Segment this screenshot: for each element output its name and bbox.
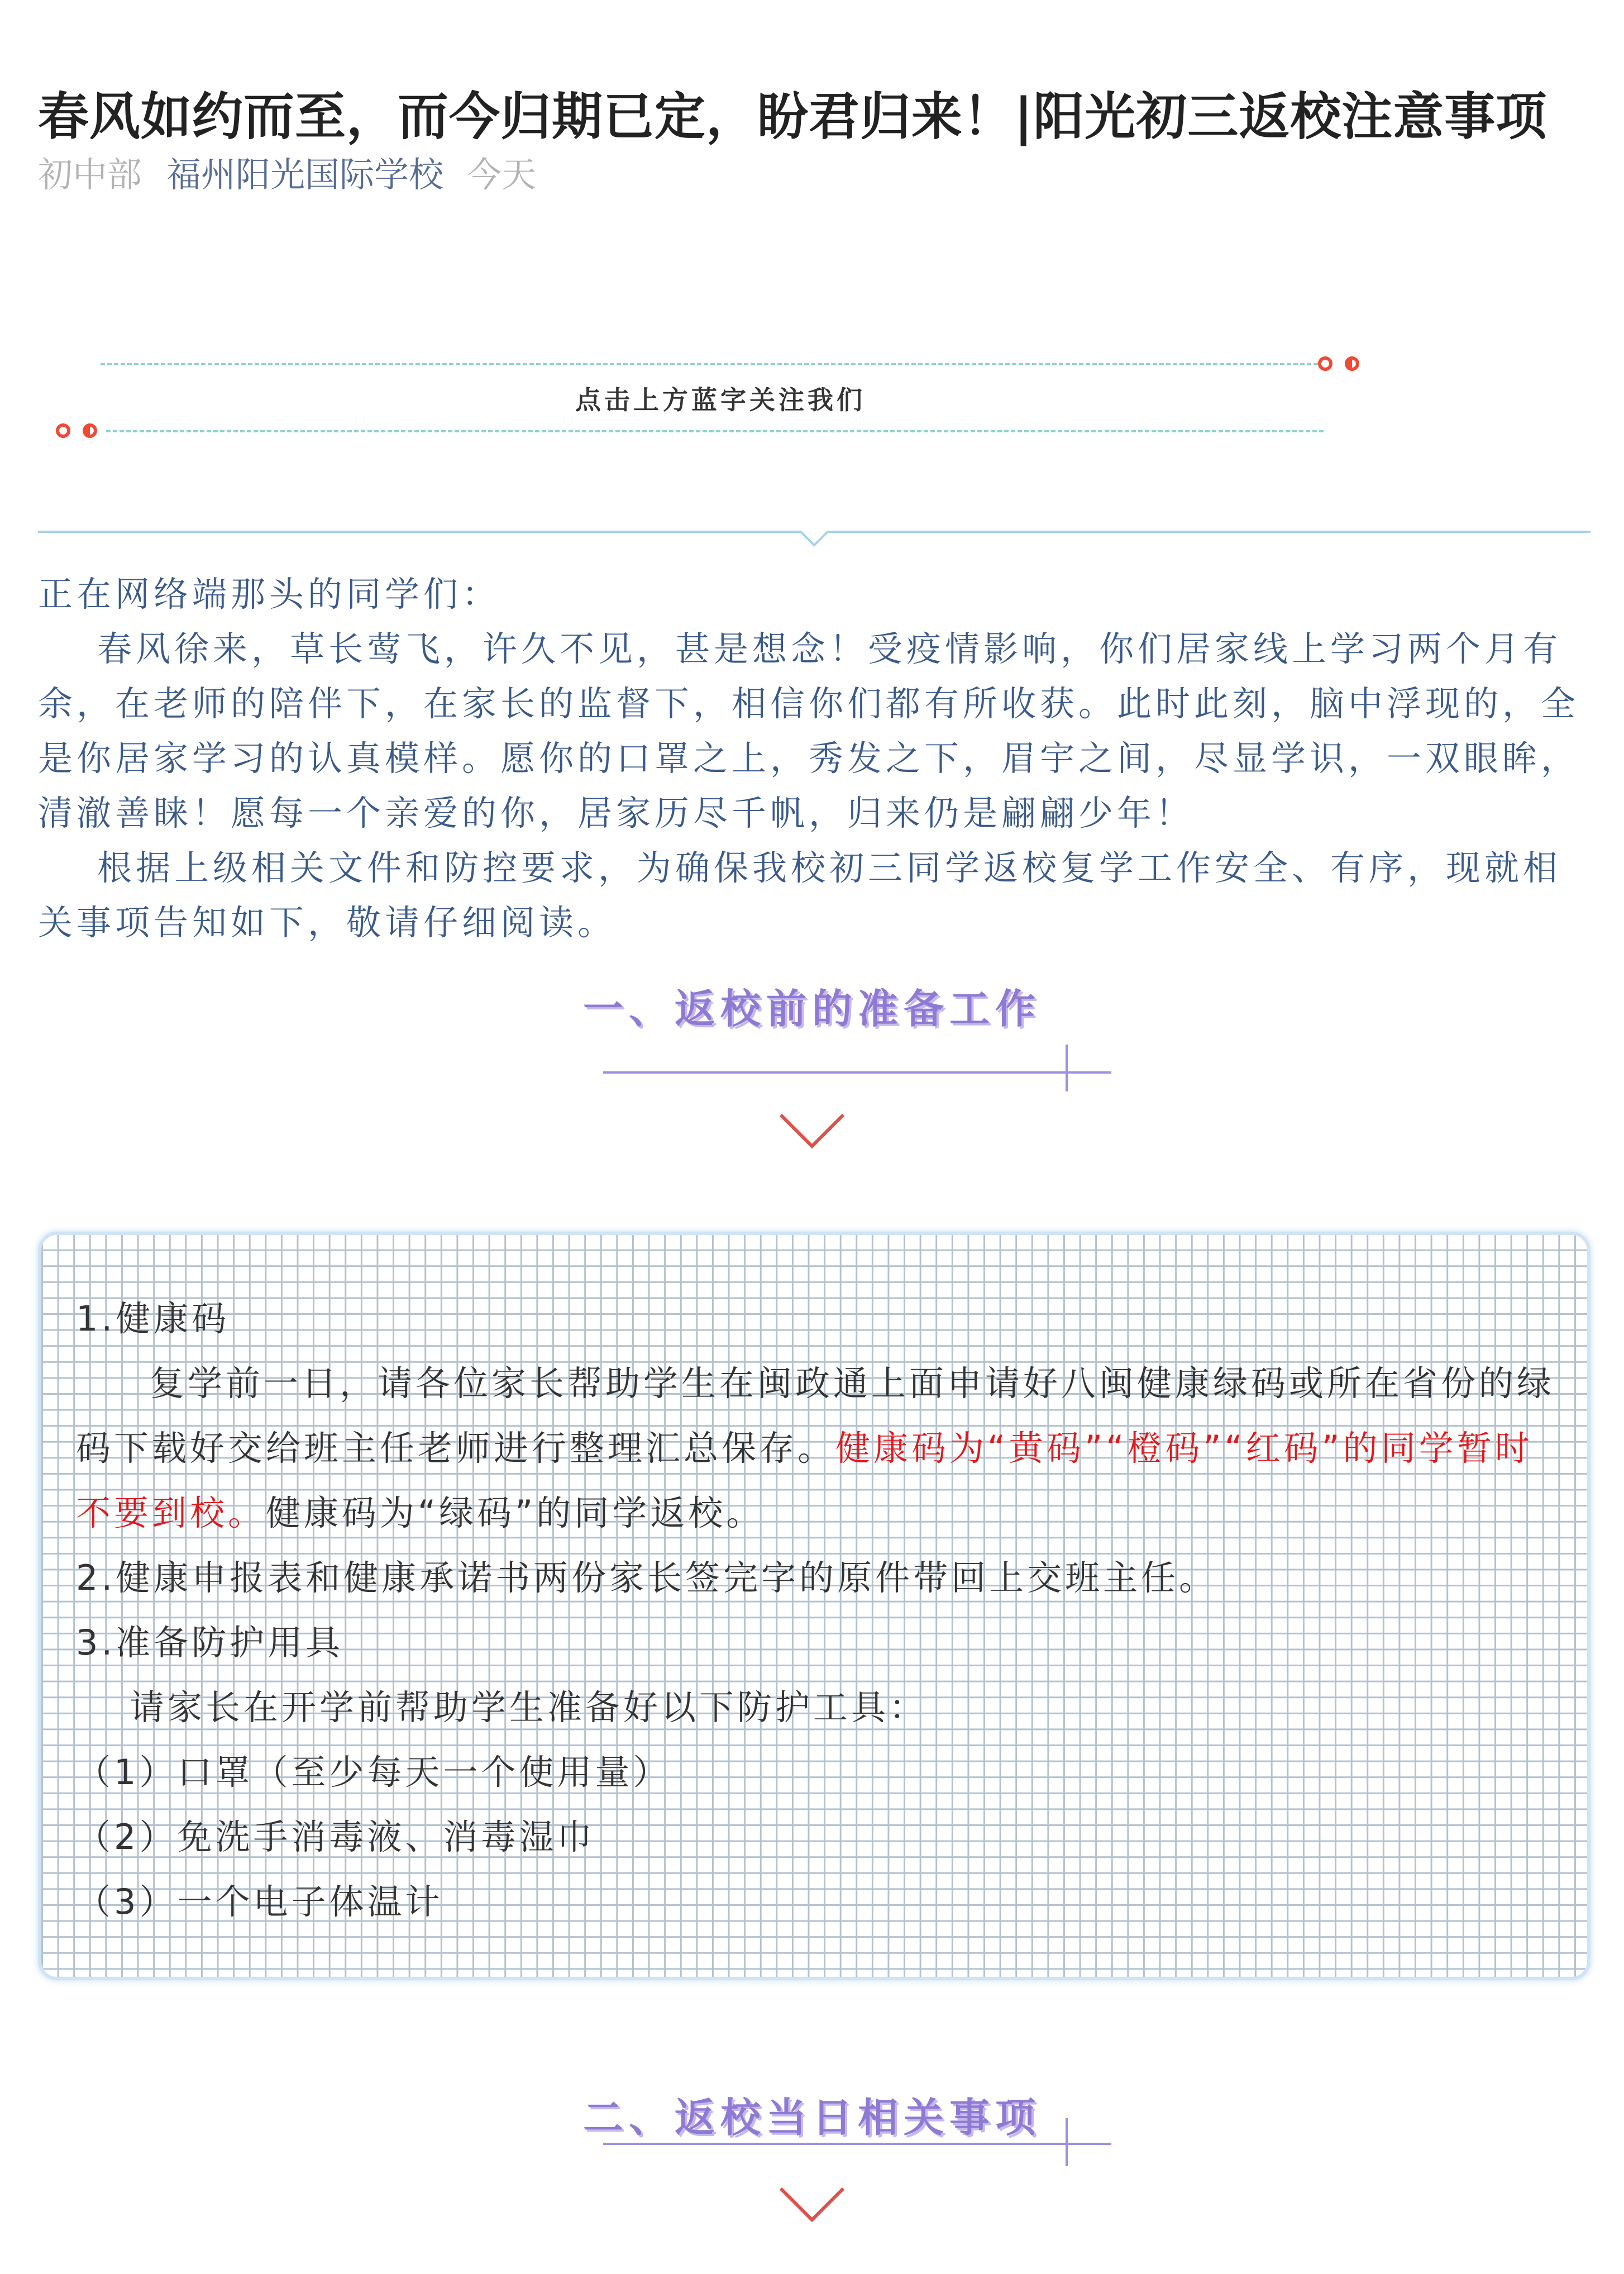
item-title: 1.健康码	[76, 1298, 230, 1339]
item-text: 健康码为“绿码”的同学返校。	[266, 1493, 765, 1533]
section-heading: 二、返校当日相关事项	[582, 2094, 1041, 2141]
dot-icon	[1345, 356, 1359, 371]
item-title: 3.准备防护用具	[76, 1622, 344, 1663]
item-title: 2.健康申报表和健康承诺书两份家长签完字的原件带回上交班主任。	[76, 1557, 1217, 1598]
dot-icon	[1318, 356, 1332, 371]
follow-banner	[0, 335, 1624, 447]
intro-paragraph: 根据上级相关文件和防控要求，为确保我校初三同学返校复学工作安全、有序，现就相关事项告知如下，敬请仔细阅读。	[38, 847, 1562, 943]
publish-date: 今天	[467, 154, 537, 195]
card-content	[76, 1286, 1561, 1934]
chevron-down-icon	[781, 1115, 843, 1146]
account-name-link[interactable]: 福州阳光国际学校	[166, 154, 444, 195]
section-divider	[38, 531, 1590, 553]
warning-text: 健康码为“黄码”“橙码”“红码”的同学暂时不要到校。	[76, 1428, 1533, 1533]
article-category: 初中部	[38, 154, 142, 195]
dot-icon	[83, 423, 97, 438]
section-heading: 一、返校前的准备工作	[582, 985, 1041, 1032]
greeting: 正在网络端那头的同学们：	[38, 574, 501, 614]
intro-paragraph: 春风徐来，草长莺飞，许久不见，甚是想念！受疫情影响，你们居家线上学习两个月有余，在老师的陪伴下，在家长的监督下，相信你们都有所收获。此时此刻，脑中浮现的，全是你居家学习的认真模样。愿你的口罩之上，秀发之下，眉宇之间，尽显学识，一双眼眸，清澈善睐！愿每一个亲爱的你，居家历尽千帆，归来仍是翩翩少年！	[38, 628, 1580, 833]
chevron-down-icon	[781, 2189, 843, 2220]
top-dashed-line	[101, 363, 1318, 365]
heading-decoration	[598, 2113, 1134, 2258]
article-title: 春风如约而至，而今归期已定，盼君归来！|阳光初三返校注意事项	[38, 87, 1547, 146]
list-item: （3）一个电子体温计	[76, 1881, 443, 1922]
bottom-dashed-line	[106, 430, 1324, 432]
intro-text	[38, 567, 1590, 950]
item-text: 复学前一日，请各位家长帮助学生在闽政通上面申请好八闽健康绿码或所在省份的绿码下载好交给班主任老师进行整理汇总保存。	[76, 1363, 1555, 1469]
info-card	[38, 1232, 1590, 1980]
item-paragraph: 请家长在开学前帮助学生准备好以下防护工具：	[130, 1687, 928, 1728]
heading-decoration	[598, 1045, 1134, 1190]
dot-icon	[56, 423, 70, 438]
item-paragraph	[76, 1351, 1561, 1546]
list-item: （1）口罩（至少每天一个使用量）	[76, 1752, 671, 1792]
article-meta	[38, 150, 536, 200]
list-item: （2）免洗手消毒液、消毒湿巾	[76, 1817, 595, 1857]
follow-prompt-text: 点击上方蓝字关注我们	[575, 385, 866, 415]
